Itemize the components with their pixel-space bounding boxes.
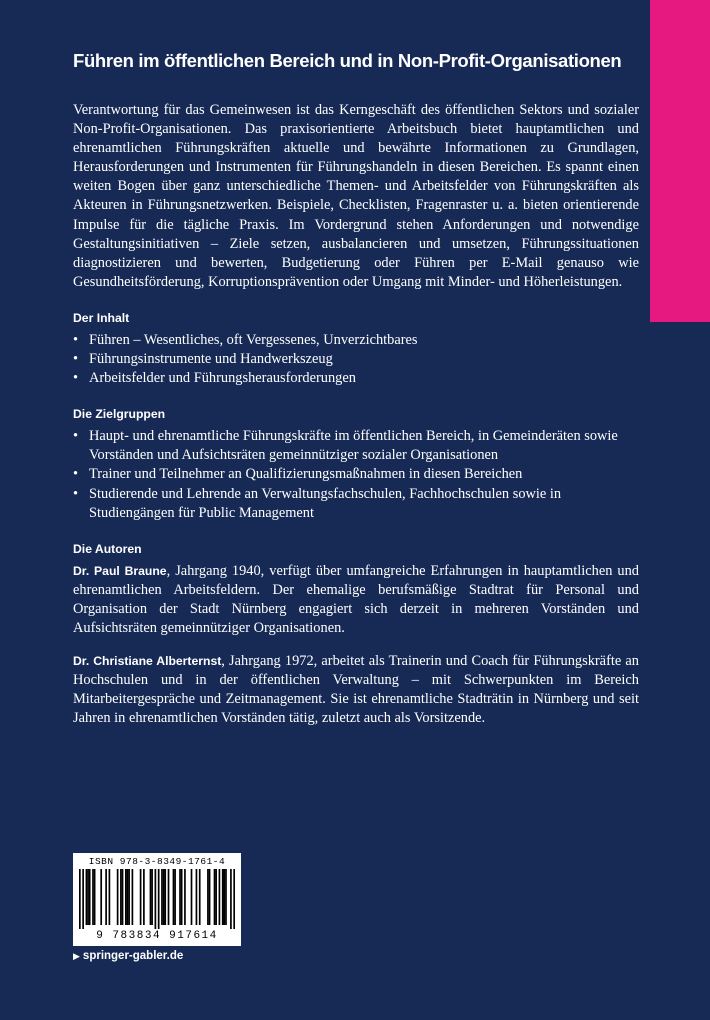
barcode-bar	[100, 869, 102, 925]
barcode-bar	[224, 869, 226, 925]
barcode-bar	[120, 869, 122, 925]
back-cover-text	[73, 48, 639, 742]
audience-heading: Die Zielgruppen	[73, 407, 166, 422]
barcode-bar	[215, 869, 217, 925]
isbn-barcode	[73, 853, 241, 946]
barcode-bar	[122, 869, 124, 925]
barcode-icon	[79, 869, 235, 929]
book-title: Führen im öffentlichen Bereich und in Non-Profit-Organisationen	[73, 50, 622, 71]
barcode-bar	[184, 869, 186, 925]
barcode-bar	[179, 869, 181, 925]
barcode-bar	[173, 869, 175, 925]
barcode-bar	[196, 869, 198, 925]
barcode-bar	[92, 869, 94, 925]
list-item: • Arbeitsfelder und Führungsherausforderungen	[73, 369, 639, 388]
arrow-right-icon: ▶	[73, 951, 80, 961]
barcode-bar	[214, 869, 216, 925]
barcode-bar	[207, 869, 209, 925]
barcode-bar	[132, 869, 134, 925]
list-item: • Führen – Wesentliches, oft Vergessenes, Unverzichtbares	[73, 331, 639, 350]
accent-bar	[650, 0, 710, 322]
barcode-bar	[117, 869, 119, 925]
barcode-bar	[233, 869, 235, 929]
barcode-bar	[150, 869, 152, 925]
barcode-bar	[219, 869, 221, 925]
barcode-bar	[161, 869, 163, 925]
list-item: • Studierende und Lehrende an Verwaltungsfachschulen, Fachhochschulen sowie in Studiengängen für Public Management	[73, 485, 639, 523]
audience-list	[73, 427, 639, 522]
author-bio-text: , Jahrgang 1972, arbeitet als Trainerin und Coach für Führungskräfte an Hochschulen und in der öffentlichen Verwaltung – mit Schwerpunkten im Bereich Mitarbeitergespräche und Zeitmanagement. Sie ist ehrenamtliche Stadträtin in Nürnberg und seit Jahren in ehrenamtlichen Vorständen tätig, zuletzt auch als Vorsitzende.	[73, 653, 639, 727]
barcode-digits: 9 783834 917614	[96, 930, 218, 942]
publisher-website-link[interactable]	[73, 950, 183, 962]
barcode-bar	[140, 869, 142, 925]
author-bio-text: , Jahrgang 1940, verfügt über umfangreiche Erfahrungen in hauptamtlichen und ehrenamtlichen Arbeitsfeldern. Der ehemalige berufsmäßige Stadtrat für Personal und Organisation der Stadt Nürnberg engagiert sich derzeit in mehreren Vorständen und Aufsichtsräten gemeinnütziger Organisationen.	[73, 562, 639, 636]
isbn-label: ISBN 978-3-8349-1761-4	[88, 856, 226, 867]
barcode-bar	[109, 869, 111, 925]
barcode-bar	[87, 869, 89, 925]
barcode-bar	[151, 869, 153, 925]
website-text: springer-gabler.de	[82, 950, 184, 962]
barcode-bar	[158, 869, 160, 929]
author-bio	[73, 652, 639, 728]
contents-heading: Der Inhalt	[73, 310, 130, 325]
barcode-bar	[209, 869, 211, 925]
barcode-bar	[125, 869, 127, 925]
author-name: Dr. Paul Braune	[73, 563, 167, 578]
barcode-bar	[181, 869, 183, 925]
barcode-bar	[230, 869, 232, 929]
barcode-bar	[89, 869, 91, 925]
list-item: • Trainer und Teilnehmer an Qualifizierungsmaßnahmen in diesen Bereichen	[73, 465, 639, 484]
barcode-bar	[94, 869, 96, 925]
barcode-bar	[174, 869, 176, 925]
barcode-bar	[168, 869, 170, 925]
barcode-bar	[143, 869, 145, 925]
list-item: • Haupt- und ehrenamtliche Führungskräfte im öffentlichen Bereich, in Gemeinderäten sowie Vorständen und Aufsichtsräten gemeinnütziger sozialer Organisationen	[73, 427, 639, 465]
barcode-bar	[105, 869, 107, 925]
list-item: • Führungsinstrumente und Handwerkszeug	[73, 350, 639, 369]
book-description: Verantwortung für das Gemeinwesen ist das Kerngeschäft des öffentlichen Sektors und sozialer Non-Profit-Organisationen. Das praxisorientierte Arbeitsbuch bietet hauptamtlichen und ehrenamtlichen Führungskräften aktuelle und bewährte Informationen zu Grundlagen, Herausforderungen und Instrumenten für Führungshandeln in diesen Bereichen. Es spannt einen weiten Bogen über ganz unterschiedliche Themen- und Arbeitsfelder von Führungskräften als Akteuren in Führungsnetzwerken. Beispiele, Checklisten, Fragenraster u. a. bieten orientierende Impulse für die tägliche Praxis. Im Vordergrund stehen Anforderungen und notwendige Gestaltungsinitiativen – Ziele setzen, ausbalancieren und umsetzen, Führungssituationen diagnostizieren und bewerten, Budgetierung oder Führen per E-Mail genauso wie Gesundheitsförderung, Korruptionsprävention oder Umgang mit Minder- und Höherleistungen.	[73, 102, 639, 290]
barcode-bar	[128, 869, 130, 925]
author-bio	[73, 562, 639, 638]
barcode-bar	[199, 869, 201, 925]
barcode-bar	[155, 869, 157, 929]
barcode-bar	[191, 869, 193, 925]
authors-heading: Die Autoren	[73, 541, 142, 556]
contents-list	[73, 331, 639, 388]
barcode-bar	[164, 869, 166, 925]
barcode-bar	[86, 869, 88, 925]
author-name: Dr. Christiane Alberternst	[73, 654, 222, 669]
barcode-bar	[225, 869, 227, 925]
barcode-bar	[82, 869, 84, 929]
barcode-bar	[163, 869, 165, 925]
barcode-bar	[222, 869, 224, 925]
barcode-bar	[127, 869, 129, 925]
barcode-bar	[79, 869, 81, 929]
